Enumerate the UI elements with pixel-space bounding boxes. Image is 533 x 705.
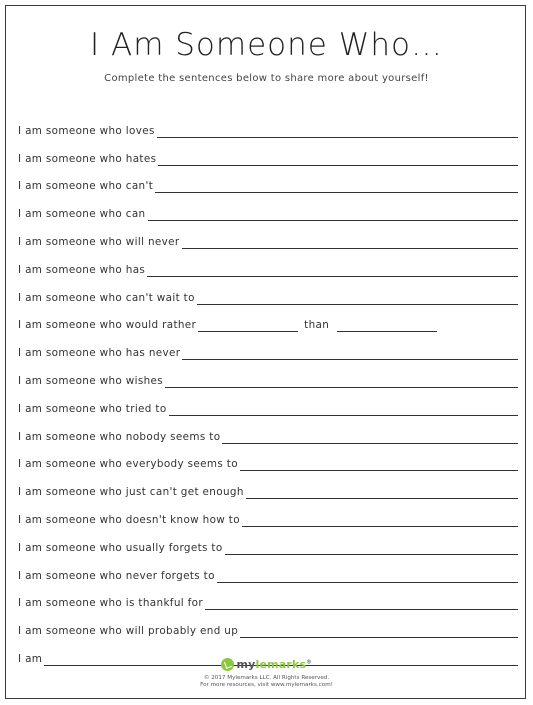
sentence-row [18,416,518,444]
sentence-row [18,583,518,611]
answer-line[interactable] [165,375,518,388]
sentence-prompt: I am someone who will never [18,235,180,248]
sentence-prompt: I am someone who tried to [18,402,167,415]
answer-line[interactable] [158,153,518,166]
answer-line[interactable] [225,542,518,555]
sentence-row [18,444,518,472]
sentence-row [18,527,518,555]
page-title: I Am Someone Who… [90,27,443,63]
sentence-prompt: I am someone who has [18,263,146,276]
answer-line[interactable] [217,570,518,583]
sentence-prompt: I am someone who would rather [18,319,197,332]
logo-wordmark [236,658,311,671]
sentence-prompt: I am someone who hates [18,152,157,165]
sentence-prompt: I am someone who usually forgets to [18,541,223,554]
sentence-row [18,555,518,583]
answer-line[interactable] [242,514,518,527]
answer-line[interactable] [240,625,518,638]
sentence-list [18,110,518,666]
sentence-row [18,138,518,166]
sentence-prompt: I am someone who has never [18,347,181,360]
answer-line[interactable] [246,486,518,499]
logo-rest: lemarks [255,658,307,671]
sentence-prompt: I am someone who can't [18,180,154,193]
sentence-prompt: I am someone who can [18,208,146,221]
copyright-text: © 2017 Mylemarks LLC. All Rights Reserved. [203,675,330,681]
sentence-connector: than [304,319,330,332]
registered-mark: ® [306,659,312,666]
sentence-row [18,221,518,249]
sentence-row [18,499,518,527]
answer-line[interactable] [197,292,518,305]
sentence-prompt: I am someone who wishes [18,374,164,387]
sentence-row [18,193,518,221]
answer-line[interactable] [240,458,518,471]
sentence-prompt: I am someone who doesn't know how to [18,513,240,526]
sentence-prompt: I am someone who is thankful for [18,597,203,610]
lemon-check-icon [221,658,234,671]
sentence-prompt: I am [18,652,43,665]
sentence-prompt: I am someone who can't wait to [18,291,195,304]
sentence-row [18,360,518,388]
sentence-row [18,166,518,194]
sentence-prompt: I am someone who loves [18,124,155,137]
sentence-row [18,277,518,305]
sentence-row [18,110,518,138]
sentence-prompt: I am someone who never forgets to [18,569,215,582]
sentence-row [18,249,518,277]
answer-line[interactable] [157,125,518,138]
answer-line[interactable] [147,264,518,277]
sentence-prompt: I am someone who just can't get enough [18,486,244,499]
resources-text: For more resources, visit www.mylemarks.com! [200,682,333,688]
sentence-row [18,610,518,638]
answer-line-first[interactable] [198,319,298,332]
sentence-row [18,332,518,360]
sentence-row [18,388,518,416]
answer-line[interactable] [222,431,518,444]
sentence-prompt: I am someone who will probably end up [18,625,239,638]
mylemarks-logo [221,658,311,671]
sentence-prompt: I am someone who everybody seems to [18,458,238,471]
page-footer [0,656,533,689]
answer-line[interactable] [182,347,518,360]
logo-my: my [236,658,256,671]
answer-line[interactable] [205,597,518,610]
answer-line-second[interactable] [337,319,437,332]
sentence-prompt: I am someone who nobody seems to [18,430,221,443]
answer-line[interactable] [148,208,519,221]
answer-line[interactable] [169,403,518,416]
sentence-row-would-rather [18,305,518,333]
sentence-row [18,471,518,499]
answer-line[interactable] [155,180,518,193]
answer-line[interactable] [182,236,518,249]
page-subtitle: Complete the sentences below to share more about yourself! [104,73,429,84]
